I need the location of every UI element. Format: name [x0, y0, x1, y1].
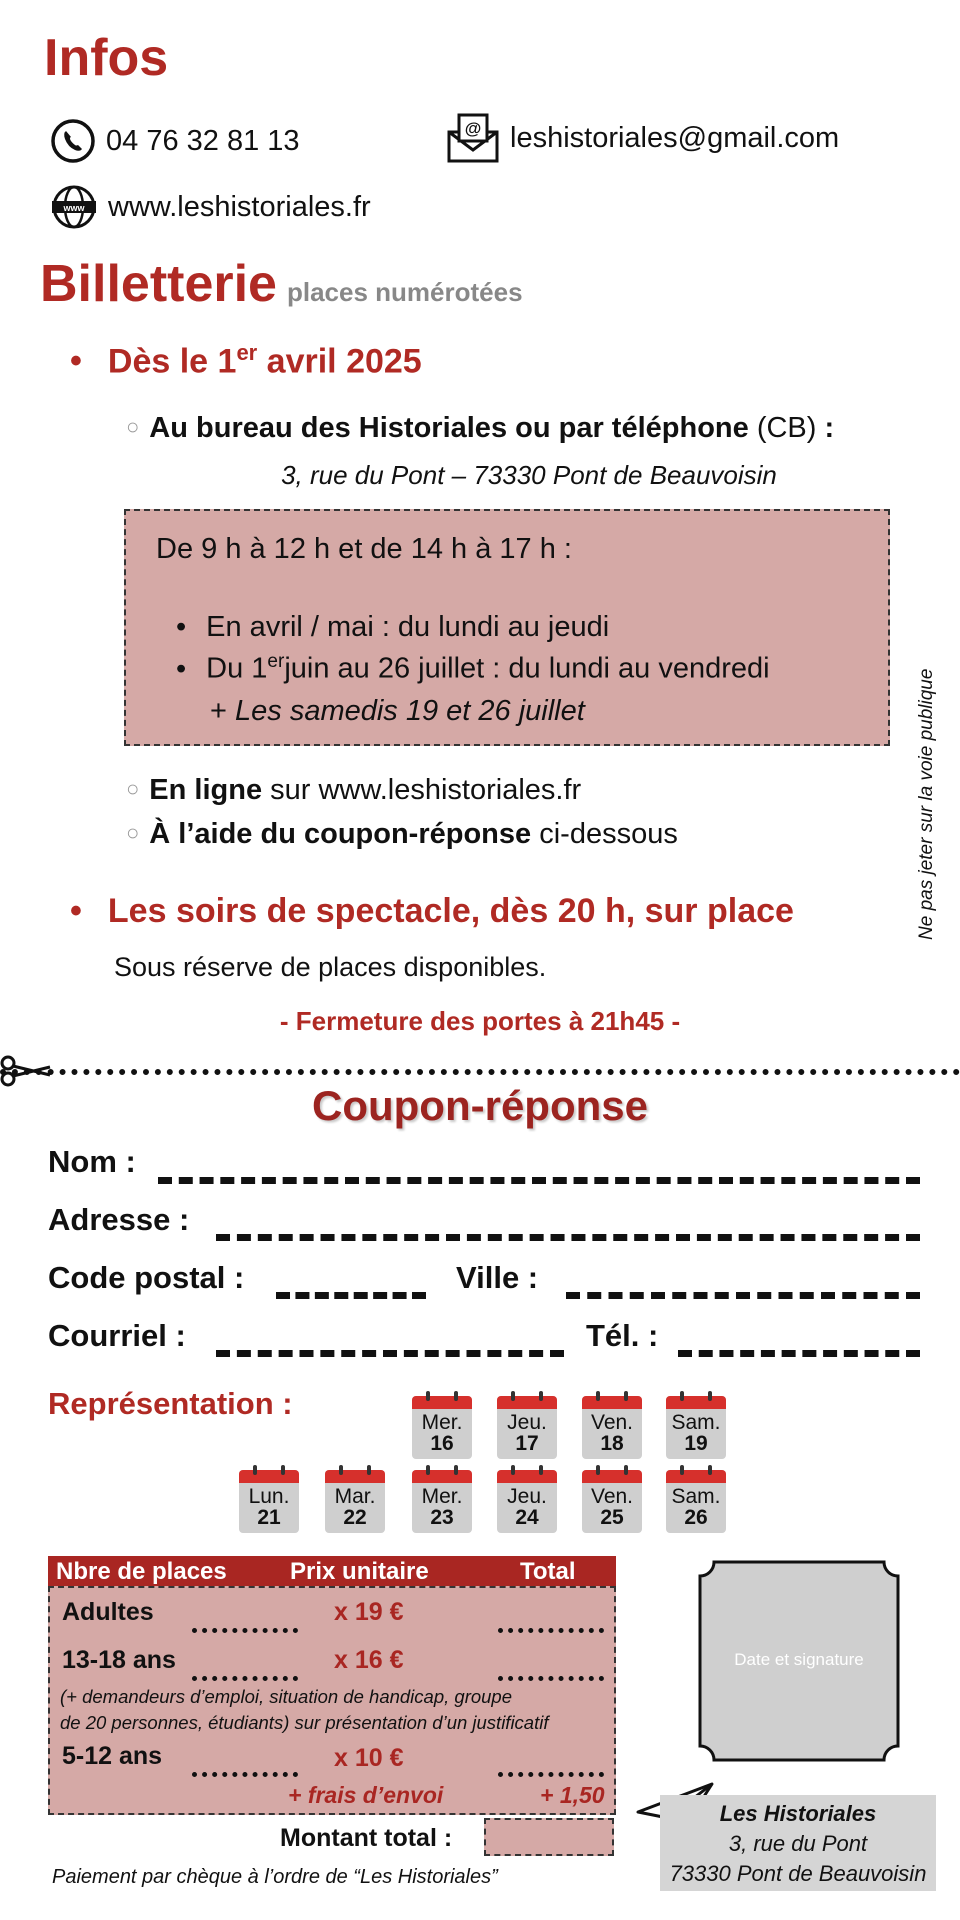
return-address: [660, 1795, 936, 1891]
hours-title: De 9 h à 12 h et de 14 h à 17 h :: [156, 533, 572, 565]
bullet-dot: •: [70, 342, 82, 381]
date-checkbox-ven-18[interactable]: [582, 1396, 642, 1459]
adresse-field[interactable]: [216, 1234, 920, 1241]
date-day: Mar.: [334, 1485, 376, 1508]
fees-label: + frais d’envoi: [288, 1782, 444, 1808]
date-day: Sam.: [671, 1411, 721, 1434]
phone-number: 04 76 32 81 13: [106, 124, 300, 157]
hours-line-2-prefix: Du 1: [206, 652, 268, 685]
nom-label: Nom :: [48, 1144, 136, 1179]
evening-text: Les soirs de spectacle, dès 20 h, sur place: [107, 892, 794, 930]
globe-icon: [50, 184, 98, 230]
coupon-bold: À l’aide du coupon-réponse: [149, 818, 532, 850]
qty-field-13-18[interactable]: [192, 1676, 298, 1681]
closing-note: - Fermeture des portes à 21h45 -: [279, 1006, 681, 1036]
date-day: Lun.: [248, 1485, 290, 1508]
date-checkbox-ven-25[interactable]: [582, 1470, 642, 1533]
date-num: 23: [430, 1506, 454, 1529]
date-day: Sam.: [671, 1485, 721, 1508]
date-checkbox-lun-21[interactable]: [239, 1470, 299, 1533]
total-field-5-12[interactable]: [498, 1772, 604, 1777]
coupon-rest: ci-dessous: [531, 818, 678, 850]
envelope-icon: [446, 112, 500, 164]
date-num: 16: [430, 1432, 454, 1455]
coupon-title: Coupon-réponse: [312, 1082, 648, 1129]
date-num: 19: [684, 1432, 708, 1455]
billetterie-title: [40, 254, 523, 314]
date-checkbox-mar-22[interactable]: [325, 1470, 385, 1533]
billetterie-subtitle: places numérotées: [286, 277, 523, 307]
col-places: Nbre de places: [56, 1558, 227, 1585]
row-label-adultes: Adultes: [62, 1598, 154, 1626]
svg-text:@: @: [464, 119, 482, 138]
date-bullet: [70, 340, 422, 381]
date-num: 24: [515, 1506, 539, 1529]
date-prefix: Dès le 1: [107, 342, 237, 381]
office-address: 3, rue du Pont – 73330 Pont de Beauvoisin: [281, 460, 777, 490]
hours-line-2-suffix: juin au 26 juillet : du lundi au vendredi: [284, 652, 770, 685]
courriel-field[interactable]: [216, 1350, 564, 1357]
row-price-13-18: x 16 €: [334, 1646, 404, 1674]
hours-line-3: [210, 695, 585, 728]
office-colon: :: [824, 412, 835, 444]
circle-bullet-icon: ○: [126, 776, 140, 801]
hours-line-1-text: En avril / mai : du lundi au jeudi: [206, 611, 610, 643]
hours-box: [124, 509, 890, 746]
table-header: [48, 1556, 616, 1586]
date-checkbox-mer-16[interactable]: [412, 1396, 472, 1459]
website-url[interactable]: www.leshistoriales.fr: [108, 190, 371, 223]
total-field-adultes[interactable]: [498, 1628, 604, 1633]
date-checkbox-jeu-24[interactable]: [497, 1470, 557, 1533]
date-num: 17: [515, 1432, 539, 1455]
signature-label: Date et signature: [734, 1650, 864, 1669]
ville-label: Ville :: [456, 1260, 539, 1295]
date-checkbox-sam-19[interactable]: [666, 1396, 726, 1459]
courriel-label: Courriel :: [48, 1318, 186, 1353]
signature-box[interactable]: [696, 1558, 902, 1764]
date-num: 21: [257, 1506, 281, 1529]
row-price-5-12: x 10 €: [334, 1744, 404, 1772]
online-item: [126, 774, 581, 807]
office-bold: Au bureau des Historiales ou par téléphone: [149, 412, 749, 444]
code-postal-field[interactable]: [276, 1292, 426, 1299]
circle-bullet-icon: ○: [126, 820, 140, 845]
date-day: Ven.: [590, 1411, 634, 1434]
reduction-note-1: (+ demandeurs d’emploi, situation de handicap, groupe: [60, 1686, 513, 1707]
hours-line-3-plus: +: [210, 695, 235, 727]
return-city: 73330 Pont de Beauvoisin: [669, 1861, 927, 1886]
online-bold: En ligne: [149, 774, 263, 806]
billetterie-heading: Billetterie: [40, 255, 277, 313]
date-num: 26: [684, 1506, 708, 1529]
col-total: Total: [520, 1558, 576, 1585]
svg-text:www: www: [63, 203, 85, 213]
nom-field[interactable]: [158, 1177, 920, 1184]
cut-line: [0, 1069, 960, 1075]
code-postal-label: Code postal :: [48, 1260, 245, 1295]
tel-label: Tél. :: [586, 1318, 659, 1353]
bullet-dot: •: [70, 892, 82, 930]
date-num: 25: [600, 1506, 624, 1529]
total-label: Montant total :: [280, 1824, 453, 1852]
date-checkbox-mer-23[interactable]: [412, 1470, 472, 1533]
hours-line-2: [176, 651, 770, 686]
office-item: [126, 412, 834, 445]
return-street: 3, rue du Pont: [728, 1831, 868, 1856]
email-address[interactable]: leshistoriales@gmail.com: [510, 121, 840, 154]
representation-label: Représentation :: [48, 1386, 293, 1421]
date-day: Jeu.: [507, 1411, 547, 1434]
date-checkbox-sam-26[interactable]: [666, 1470, 726, 1533]
date-checkbox-jeu-17[interactable]: [497, 1396, 557, 1459]
hours-line-3-text: Les samedis 19 et 26 juillet: [235, 695, 585, 727]
ville-field[interactable]: [566, 1292, 920, 1299]
bullet-dot: •: [176, 611, 187, 643]
office-rest: (CB): [748, 412, 825, 444]
qty-field-adultes[interactable]: [192, 1628, 298, 1633]
website-contact: [50, 184, 371, 230]
reduction-note-2: de 20 personnes, étudiants) sur présentation d’un justificatif: [60, 1712, 549, 1733]
date-day: Mer.: [421, 1485, 463, 1508]
total-amount-field[interactable]: [484, 1818, 614, 1856]
adresse-label: Adresse :: [48, 1202, 190, 1237]
email-contact: [446, 112, 839, 164]
fees-value: + 1,50: [540, 1782, 605, 1808]
row-price-adultes: x 19 €: [334, 1598, 404, 1626]
date-num: 18: [600, 1432, 624, 1455]
date-sup: er: [236, 340, 258, 365]
date-day: Mer.: [421, 1411, 463, 1434]
qty-field-5-12[interactable]: [192, 1772, 298, 1777]
circle-bullet-icon: ○: [126, 414, 140, 439]
phone-icon: [50, 118, 96, 164]
bullet-dot: •: [176, 652, 187, 685]
row-label-13-18: 13-18 ans: [62, 1646, 176, 1674]
reserve-note: Sous réserve de places disponibles.: [114, 952, 547, 982]
hours-line-2-sup: er: [267, 651, 285, 672]
coupon-item: [126, 818, 678, 851]
row-label-5-12: 5-12 ans: [62, 1742, 163, 1770]
tel-field[interactable]: [678, 1350, 920, 1357]
infos-title: Infos: [44, 29, 169, 87]
price-table: [48, 1586, 616, 1815]
payment-note: Paiement par chèque à l’ordre de “Les Historiales”: [52, 1866, 498, 1888]
hours-line-1: [176, 611, 609, 644]
phone-contact: [50, 118, 300, 164]
date-suffix: avril 2025: [257, 342, 422, 381]
total-field-13-18[interactable]: [498, 1676, 604, 1681]
online-rest: sur www.leshistoriales.fr: [262, 774, 582, 806]
evening-bullet: [70, 892, 794, 931]
date-day: Ven.: [590, 1485, 634, 1508]
date-num: 22: [343, 1506, 367, 1529]
vertical-note: Ne pas jeter sur la voie publique: [916, 668, 937, 940]
return-name: Les Historiales: [719, 1801, 877, 1826]
col-price: Prix unitaire: [290, 1558, 429, 1585]
date-day: Jeu.: [507, 1485, 547, 1508]
